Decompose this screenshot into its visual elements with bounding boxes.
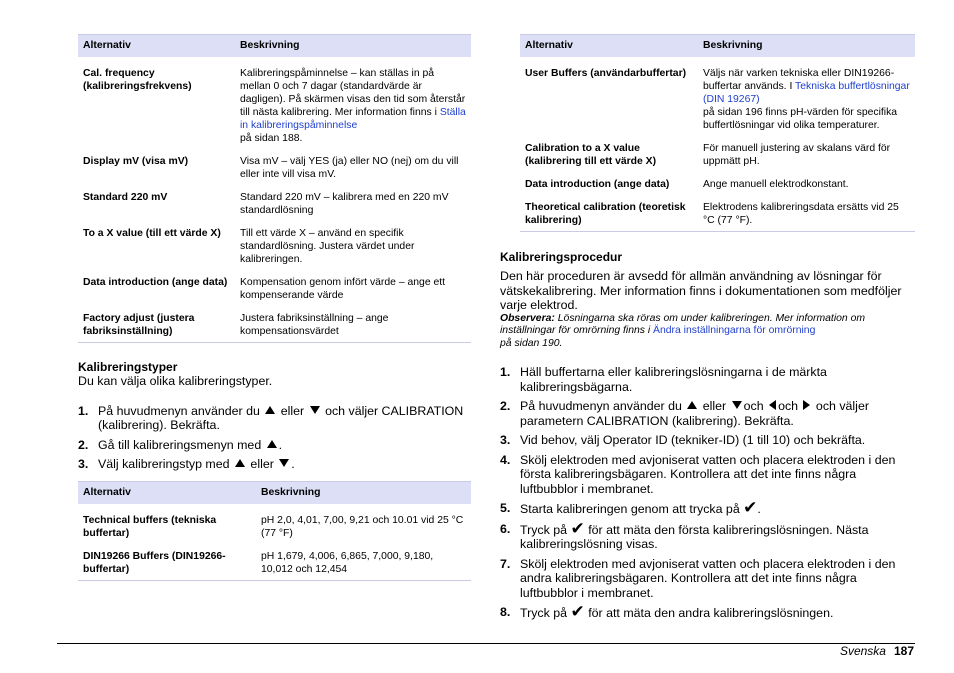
calibration-settings-table: [78, 34, 471, 343]
list-item: 6. Tryck på ✔ för att mäta den första kalibreringslösningen. Nästa kalibreringslösning visas.: [500, 518, 869, 551]
steps-list: [78, 404, 471, 472]
list-item: 3. Vid behov, välj Operator ID (tekniker-ID) (1 till 10) och bekräfta.: [500, 433, 866, 447]
check-icon: ✔: [743, 498, 758, 518]
buffer-options-table: [520, 34, 915, 232]
footer-divider: [57, 643, 915, 644]
buffer-types-table: [78, 481, 471, 581]
link-kalibreringspaminnelse[interactable]: Ställa in kalibreringspåminnelse: [240, 107, 466, 131]
option-name: Standard 220 mV: [83, 192, 168, 203]
list-item: 1. På huvudmenyn använder du eller och väljer CALIBRATION (kalibrering). Bekräfta.: [78, 403, 464, 432]
option-description: pH 1,679, 4,006, 6,865, 7,000, 9,180, 10,012 och 12,454: [256, 540, 471, 581]
table-row: [520, 191, 915, 232]
list-item: 2. På huvudmenyn använder du eller och och och väljer parametern CALIBRATION (kalibrering). Bekräfta.: [500, 399, 869, 428]
option-name: Display mV (visa mV): [83, 156, 189, 167]
option-description: pH 2,0, 4,01, 7,00, 9,21 och 10.01 vid 25 °C (77 °F): [261, 514, 464, 539]
list-item: 8. Tryck på ✔ för att mäta den andra kalibreringslösningen.: [500, 602, 834, 622]
header-alternativ: Alternativ: [520, 35, 698, 58]
option-name: Theoretical calibration (teoretisk kalibrering): [520, 191, 698, 232]
option-name: Cal. frequency (kalibreringsfrekvens): [83, 68, 192, 92]
down-arrow-icon: [732, 401, 742, 409]
table-row: [520, 168, 915, 191]
list-item: 1. Häll buffertarna eller kalibreringslösningarna i de märkta kalibreringsbägarna.: [500, 365, 827, 394]
up-arrow-icon: [687, 401, 697, 409]
option-description: Elektrodens kalibreringsdata ersätts vid 25 °C (77 °F).: [698, 191, 915, 232]
table-row: [78, 504, 471, 540]
option-description: Till ett värde X – använd en specifik standardlösning. Justera värdet under kalibreringen.: [240, 228, 415, 265]
header-beskrivning: Beskrivning: [235, 35, 471, 58]
right-arrow-icon: [803, 400, 810, 410]
table-row: [78, 217, 471, 266]
procedure-steps-list: [500, 365, 915, 621]
table-row: [520, 57, 915, 132]
procedure-intro-text: Den här proceduren är avsedd för allmän användning av lösningar för vätskekalibrering. Mer information finns i dokumentationen som medföljer varje elektrod.: [500, 269, 902, 312]
option-name: Data introduction (ange data): [83, 277, 228, 288]
option-description: Standard 220 mV – kalibrera med en 220 mV standardlösning: [240, 192, 449, 216]
footer-language: Svenska: [839, 644, 886, 658]
left-arrow-icon: [769, 400, 776, 410]
option-name: Calibration to a X value (kalibrering till ett värde X): [525, 143, 657, 167]
header-beskrivning: Beskrivning: [256, 481, 471, 504]
option-name: Factory adjust (justera fabriksinställning): [78, 302, 235, 343]
option-name: Data introduction (ange data): [525, 179, 670, 190]
option-name: To a X value (till ett värde X): [83, 228, 221, 239]
header-beskrivning: Beskrivning: [698, 35, 915, 58]
table-row: [78, 57, 471, 145]
option-description: Väljs när varken tekniska eller DIN19266-buffertar används. I Tekniska buffertlösningar (DIN 19267) på sidan 196 finns pH-värden för specifika buffertlösningar vid olika temperaturer.: [703, 68, 910, 131]
check-icon: ✔: [570, 518, 585, 539]
table-header-row: [520, 35, 915, 58]
option-name: DIN19266 Buffers (DIN19266-buffertar): [78, 540, 256, 581]
right-column: [500, 34, 915, 622]
option-description: För manuell justering av skalans värd för uppmätt pH.: [703, 143, 891, 167]
option-description: Kompensation genom infört värde – ange ett kompenserande värde: [240, 277, 446, 301]
option-name: User Buffers (användarbuffertar): [525, 68, 687, 79]
table-header-row: [78, 481, 471, 504]
table-row: [78, 266, 471, 302]
option-description: Visa mV – välj YES (ja) eller NO (nej) om du vill eller inte vill visa mV.: [240, 156, 459, 180]
header-alternativ: Alternativ: [78, 35, 235, 58]
header-alternativ: Alternativ: [78, 481, 256, 504]
link-omrorning[interactable]: Ändra inställningarna för omrörning: [653, 325, 816, 336]
table-row: [520, 132, 915, 168]
section-heading-kalibreringstyper: Kalibreringstyper: [78, 360, 178, 374]
down-arrow-icon: [310, 406, 320, 414]
option-description: Kalibreringspåminnelse – kan ställas in på mellan 0 och 7 dagar (standardvärde är dagligen). På skärmen visas den tid som återstår till nästa kalibrering. Mer information finns i Ställa in kalibreringspåminnelse på sidan 188.: [240, 68, 466, 144]
link-tekniska-buffertlosningar[interactable]: Tekniska buffertlösningar (DIN 19267): [703, 81, 910, 105]
section-heading-kalibreringsprocedur: Kalibreringsprocedur: [500, 250, 623, 264]
table-row: [78, 145, 471, 181]
list-item: 4. Skölj elektroden med avjoniserat vatten och placera elektroden i den första kalibreringsbägaren. Kontrollera att det inte finns några luftbubblor i membranet.: [500, 452, 896, 496]
up-arrow-icon: [235, 459, 245, 467]
check-icon: ✔: [570, 602, 585, 622]
option-description: Justera fabriksinställning – ange kompensationsvärdet: [235, 302, 471, 343]
list-item: 3. Välj kalibreringstyp med eller .: [78, 457, 295, 471]
list-item: 5. Starta kalibreringen genom att trycka på ✔.: [500, 498, 761, 518]
table-row: [78, 302, 471, 343]
table-row: [78, 540, 471, 581]
list-item: 2. Gå till kalibreringsmenyn med .: [78, 437, 283, 452]
page-number: 187: [893, 644, 914, 658]
note-text: Observera: Lösningarna ska röras om under kalibreringen. Mer information om inställningar för omrörning finns i Ändra inställningarna för omrörning på sidan 190.: [500, 312, 866, 349]
left-column: [78, 34, 471, 581]
page-footer: [840, 644, 914, 658]
option-name: Technical buffers (tekniska buffertar): [83, 514, 217, 539]
up-arrow-icon: [265, 406, 275, 414]
intro-text: Du kan välja olika kalibreringstyper.: [78, 374, 273, 388]
option-description: Ange manuell elektrodkonstant.: [703, 179, 849, 190]
up-arrow-icon: [267, 440, 277, 448]
table-header-row: [78, 35, 471, 58]
table-row: [78, 181, 471, 217]
down-arrow-icon: [279, 459, 289, 467]
list-item: 7. Skölj elektroden med avjoniserat vatten och placera elektroden i den andra kalibreringsbägaren. Kontrollera att det inte finns några luftbubblor i membranet.: [500, 556, 896, 600]
